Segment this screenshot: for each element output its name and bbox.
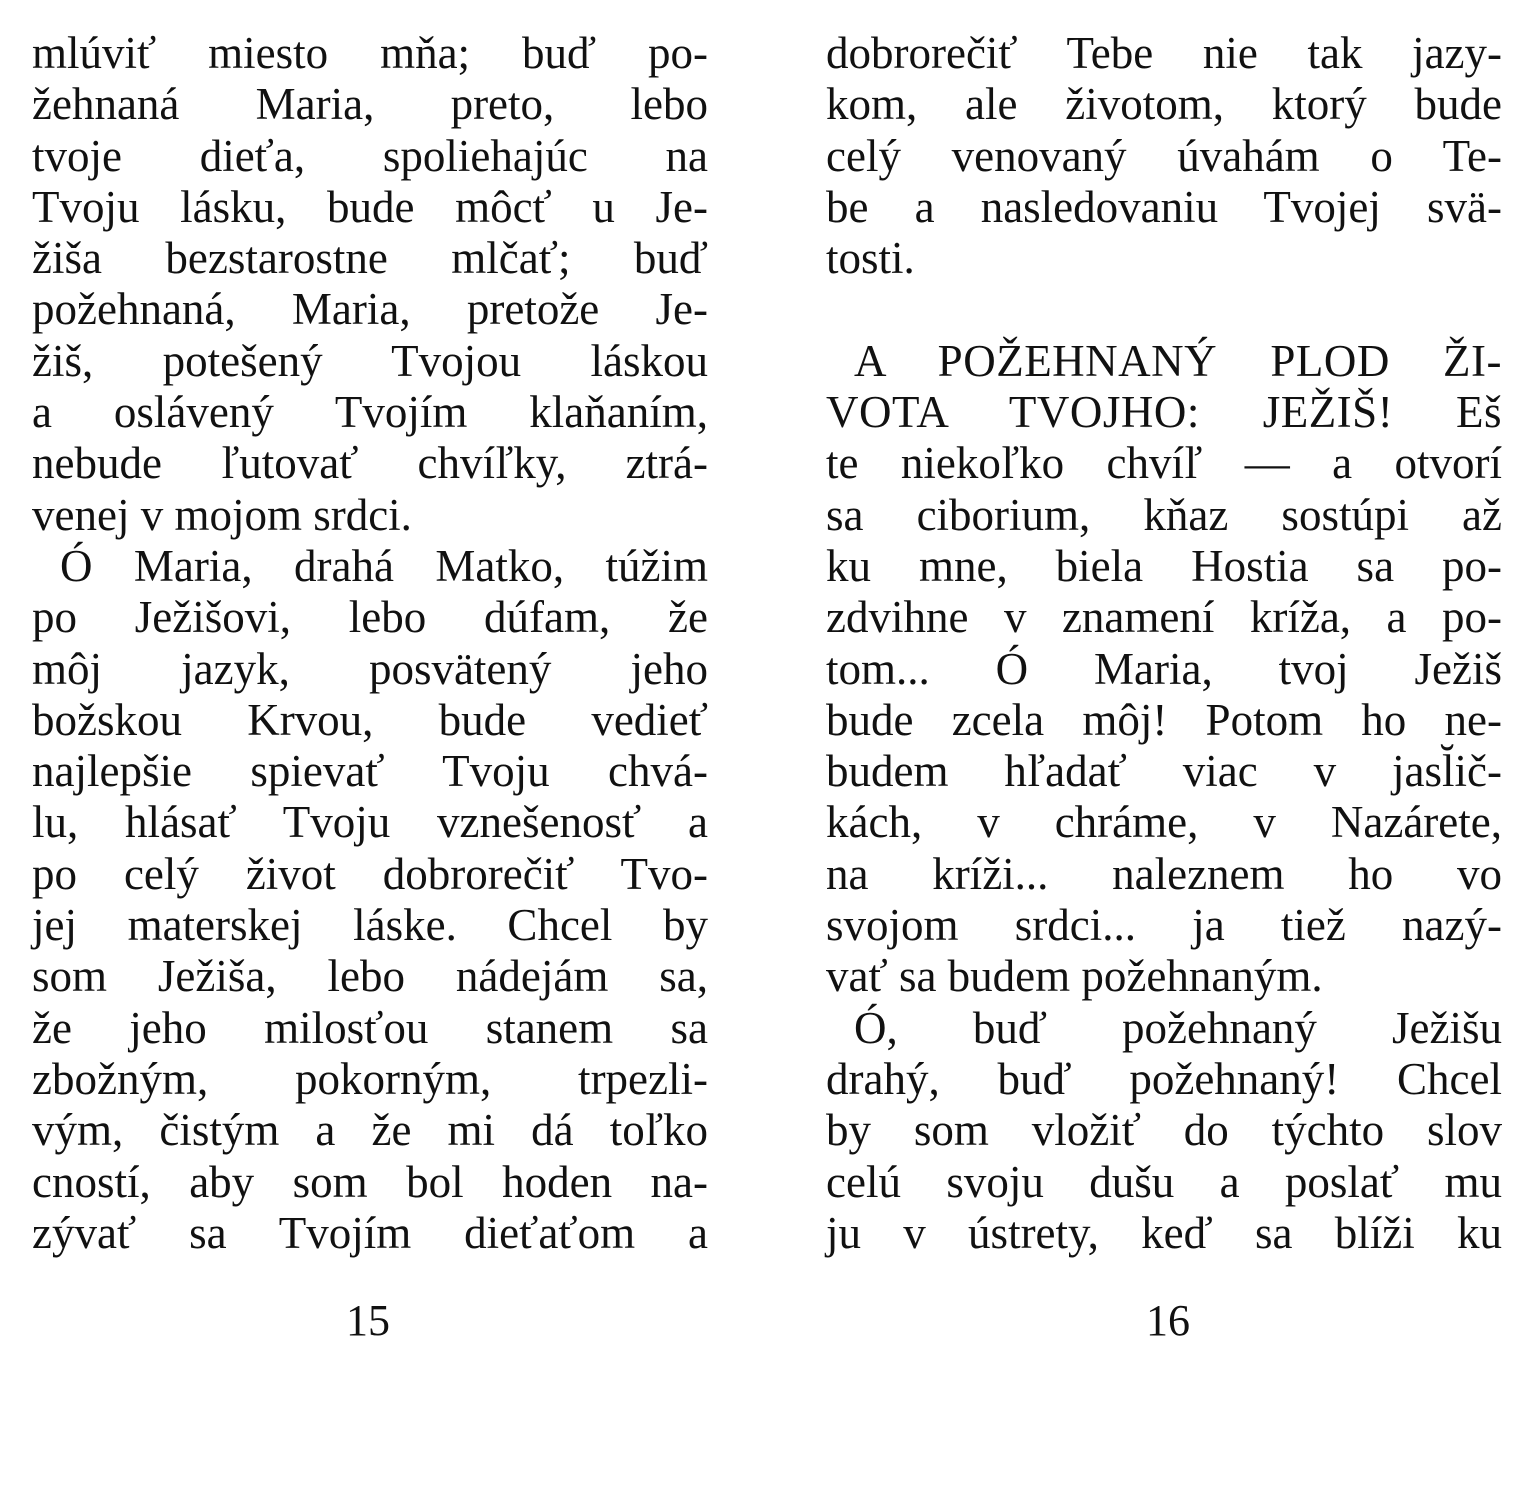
text-line: tvoje dieťa, spoliehajúc na [32,130,708,181]
text-line: zdvihne v znamení kríža, a po- [826,592,1502,643]
text-line: budem hľadať viac v jasl̆ič- [826,746,1502,797]
text-line: najlepšie spievať Tvoju chvá- [32,746,708,797]
section-heading-line: A POŽEHNANÝ PLOD ŽI- [854,335,1502,386]
page-number-left: 15 [346,1296,390,1345]
paragraph-end-line: venej v mojom srdci. [32,489,412,540]
section-heading-line: VOTA TVOJHO: JEŽIŠ! Eš [826,387,1502,438]
right-page [826,28,1502,1259]
text-line: ku mne, biela Hostia sa po- [826,540,1502,591]
text-line: môj jazyk, posvätený jeho [32,643,708,694]
paragraph-start-line: Ó, buď požehnaný Ježišu [854,1002,1502,1053]
text-line: zbožným, pokorným, trpezli- [32,1053,708,1104]
text-line: som Ježiša, lebo nádejám sa, [32,951,708,1002]
text-line: božskou Krvou, bude vedieť [32,694,708,745]
text-line: kom, ale životom, ktorý bude [826,79,1502,130]
page-number-right: 16 [1146,1296,1190,1345]
left-page [32,28,708,1259]
text-line: drahý, buď požehnaný! Chcel [826,1053,1502,1104]
paragraph-gap [826,284,1502,335]
text-line: kách, v chráme, v Nazárete, [826,797,1502,848]
paragraph-start-line: Ó Maria, drahá Matko, túžim [60,540,708,591]
text-line: ju v ústrety, keď sa blíži ku [826,1207,1502,1258]
text-line: žehnaná Maria, preto, lebo [32,79,708,130]
text-line: svojom srdci... ja tiež nazý- [826,900,1502,951]
text-line: bude zcela môj! Potom ho ne- [826,694,1502,745]
paragraph-end-line: vať sa budem požehnaným. [826,951,1323,1002]
text-line: po Ježišovi, lebo dúfam, že [32,592,708,643]
text-line: nebude ľutovať chvíľky, ztrá- [32,438,708,489]
text-line: žiš, potešený Tvojou láskou [32,335,708,386]
text-line: zývať sa Tvojím dieťaťom a [32,1207,708,1258]
text-line: dobrorečiť Tebe nie tak jazy- [826,28,1502,78]
text-line: by som vložiť do týchto slov [826,1105,1502,1156]
text-line: a oslávený Tvojím klaňaním, [32,387,708,438]
text-line: tom... Ó Maria, tvoj Ježiš [826,643,1502,694]
text-line: lu, hlásať Tvoju vznešenosť a [32,797,708,848]
text-line: be a nasledovaniu Tvojej svä- [826,181,1502,232]
paragraph-end-line: tosti. [826,233,915,284]
text-line: požehnaná, Maria, pretože Je- [32,284,708,335]
text-line: na kríži... naleznem ho vo [826,848,1502,899]
text-line: po celý život dobrorečiť Tvo- [32,848,708,899]
text-line: celú svoju dušu a poslať mu [826,1156,1502,1207]
text-line: mlúviť miesto mňa; buď po- [32,28,708,78]
text-line: žiša bezstarostne mlčať; buď [32,233,708,284]
text-line: celý venovaný úvahám o Te- [826,130,1502,181]
text-line: te niekoľko chvíľ — a otvorí [826,438,1502,489]
text-line: sa ciborium, kňaz sostúpi až [826,489,1502,540]
text-line: jej materskej láske. Chcel by [32,900,708,951]
text-line: že jeho milosťou stanem sa [32,1002,708,1053]
text-line: Tvoju lásku, bude môcť u Je- [32,181,708,232]
text-line: cností, aby som bol hoden na- [32,1156,708,1207]
text-line: vým, čistým a že mi dá toľko [32,1105,708,1156]
